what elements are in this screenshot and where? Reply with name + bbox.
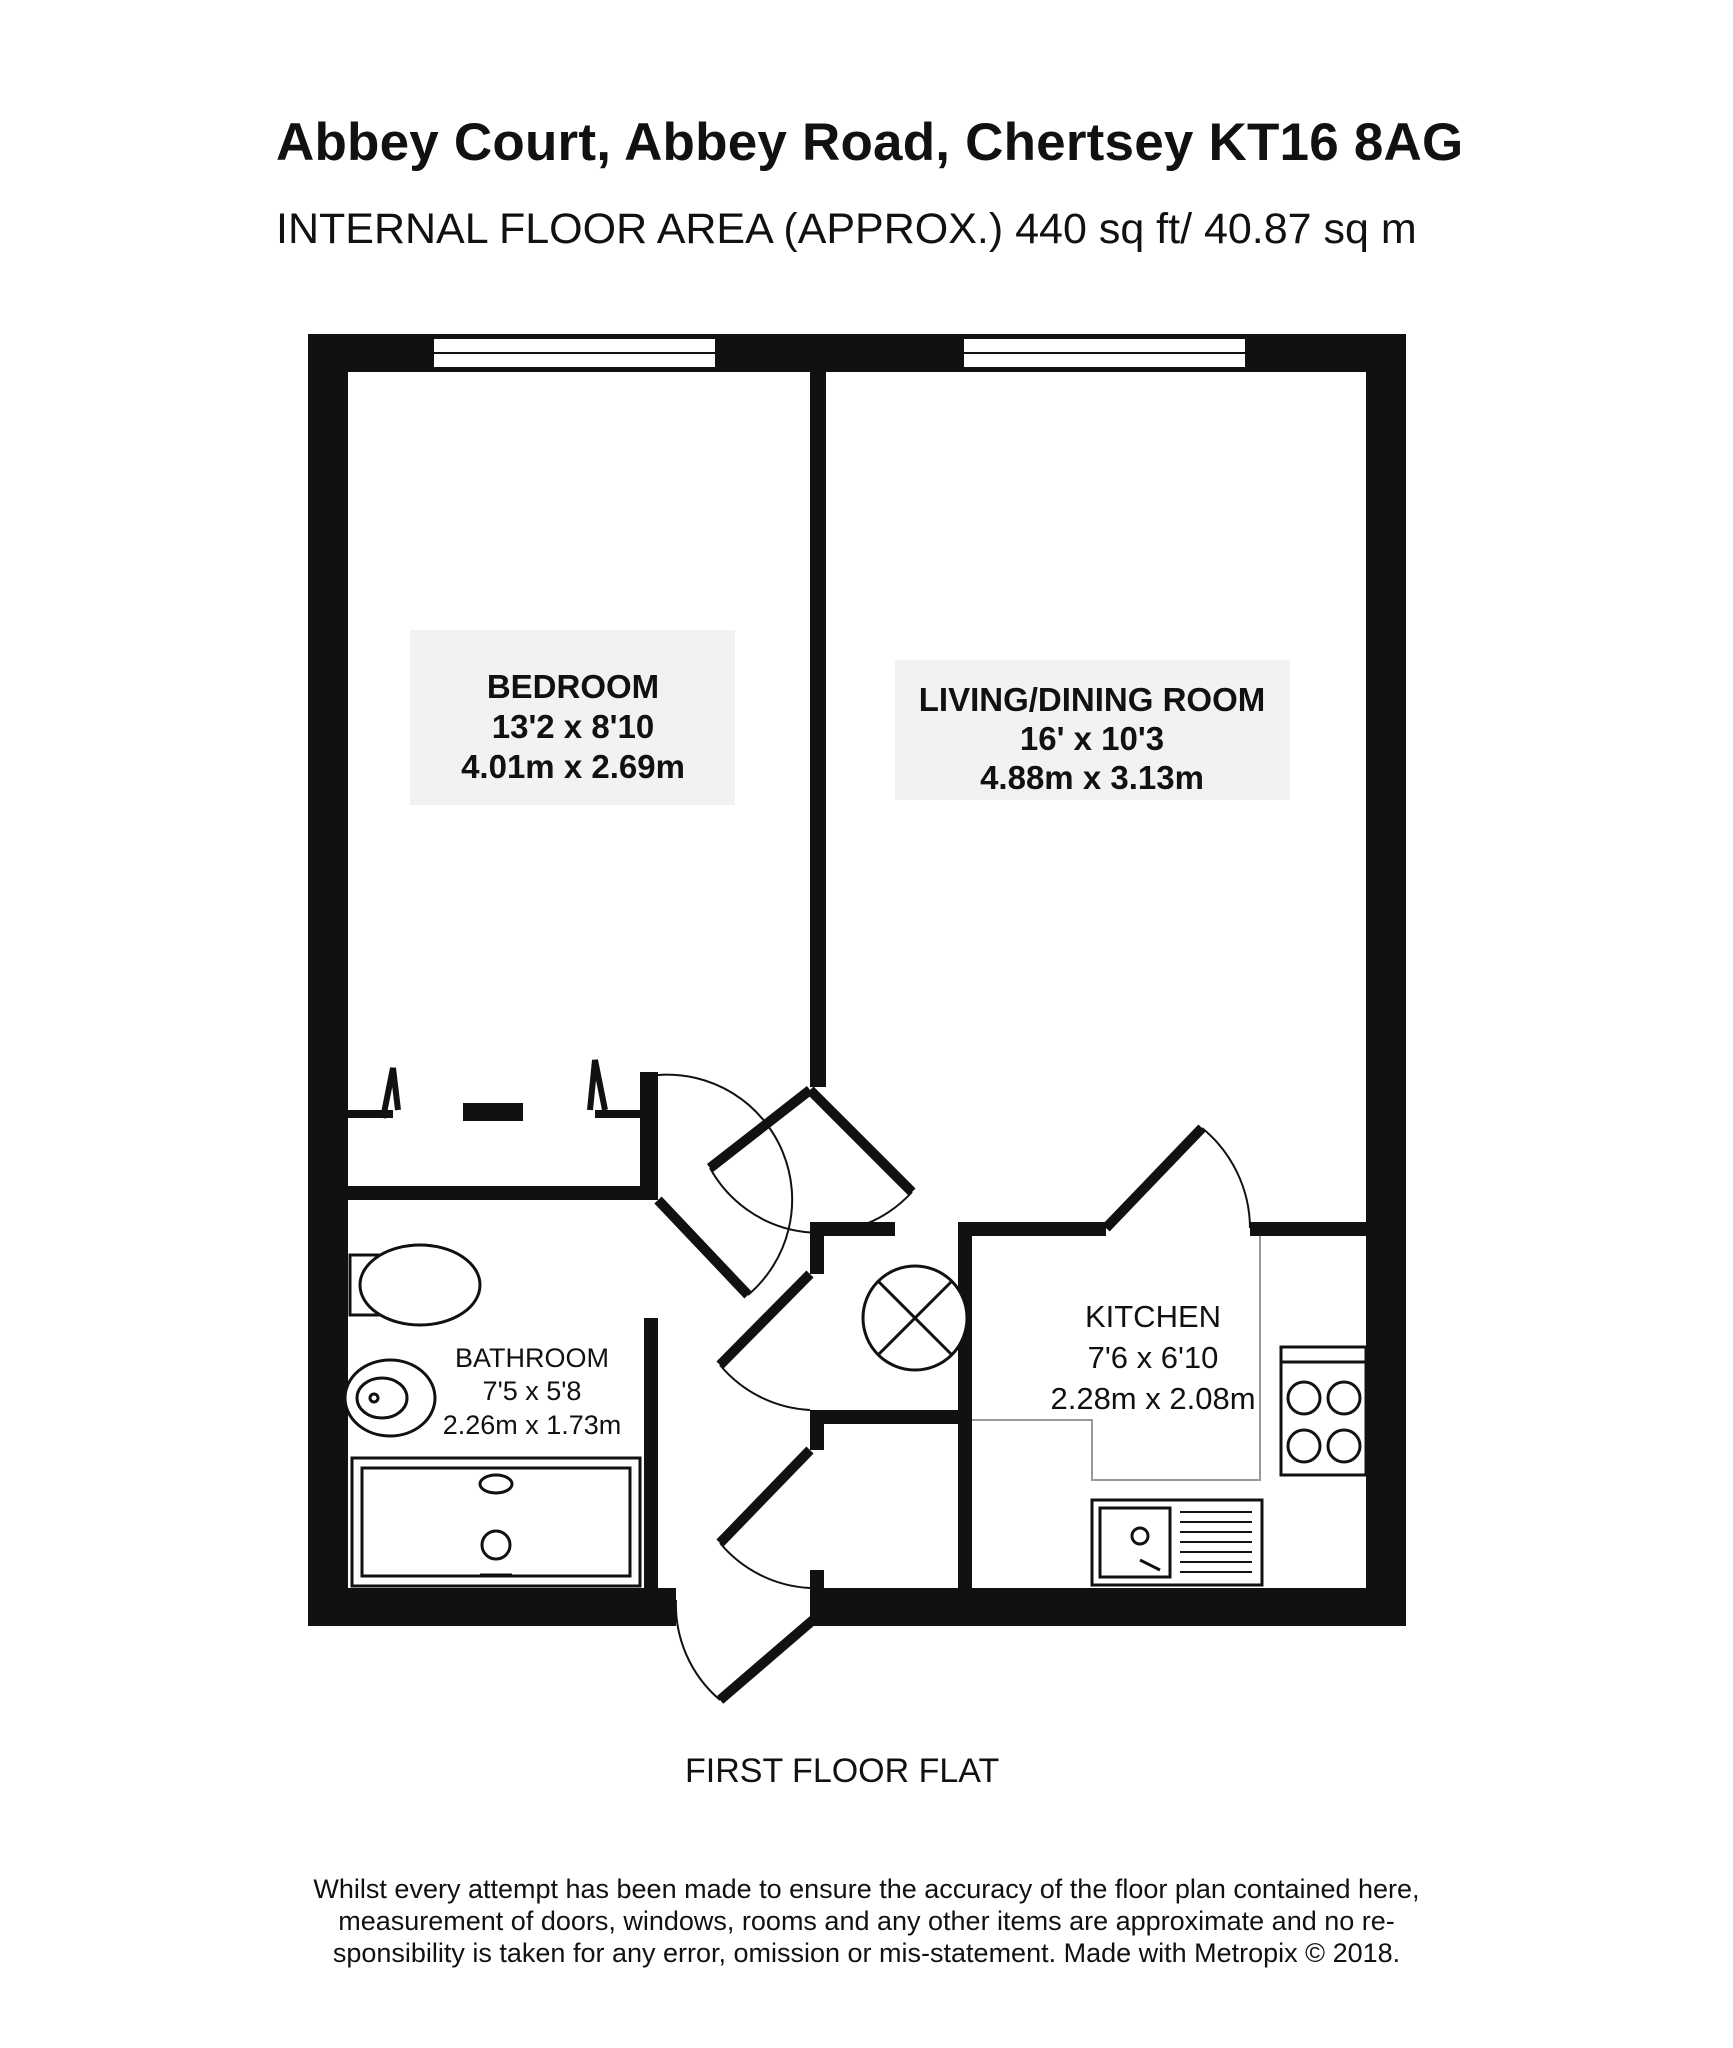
living-imperial: 16' x 10'3 (1019, 720, 1165, 757)
bath-right-wall (644, 1318, 658, 1588)
bedroom-metric: 4.01m x 2.69m (461, 748, 685, 785)
kitchen-imperial: 7'6 x 6'10 (1087, 1340, 1219, 1375)
bottom-wall-right (813, 1588, 1406, 1626)
cupboard-left-wall-bottom (810, 1410, 824, 1450)
cupboard-mid-wall (810, 1410, 972, 1424)
bathroom-label (443, 1343, 622, 1440)
wardrobe-wall-right (595, 1110, 640, 1118)
partition-wall (810, 372, 826, 1087)
bath-icon (352, 1458, 640, 1586)
bathroom-metric: 2.26m x 1.73m (442, 1410, 622, 1440)
living-metric: 4.88m x 3.13m (980, 759, 1204, 796)
bedroom-label (461, 668, 685, 785)
left-wall (308, 334, 348, 1626)
disclaimer (120, 1873, 1613, 1969)
boiler-icon (863, 1266, 967, 1370)
kitchen-top-wall-right (1250, 1222, 1366, 1236)
wardrobe-post (640, 1072, 658, 1192)
right-wall (1366, 334, 1406, 1626)
disclaimer-line: measurement of doors, windows, rooms and any other items are approximate and no re- (338, 1906, 1395, 1936)
wardrobe-wall-mid (463, 1103, 523, 1121)
bedroom-name: BEDROOM (486, 668, 660, 705)
kitchen-label (1050, 1299, 1255, 1416)
basin-icon (345, 1360, 435, 1436)
bottom-wall-left (308, 1588, 676, 1626)
cupboard-right-wall (958, 1222, 972, 1588)
kitchen-metric: 2.28m x 2.08m (1050, 1381, 1256, 1416)
disclaimer-line: sponsibility is taken for any error, omission or mis-statement. Made with Metropix © 2018. (332, 1938, 1401, 1968)
bath-top-wall (348, 1186, 658, 1200)
disclaimer-line: Whilst every attempt has been made to ensure the accuracy of the floor plan contained here, (313, 1874, 1420, 1904)
floor-area-subtitle: INTERNAL FLOOR AREA (APPROX.) 440 sq ft/ 40.87 sq m (276, 205, 1417, 253)
sink-icon (1092, 1500, 1262, 1585)
page-title: Abbey Court, Abbey Road, Chertsey KT16 8AG (276, 113, 1464, 172)
entrance-post (810, 1570, 824, 1626)
toilet-icon (350, 1245, 480, 1325)
kitchen-name: KITCHEN (1084, 1299, 1222, 1334)
floor-label: FIRST FLOOR FLAT (685, 1752, 1000, 1790)
bathroom-imperial: 7'5 x 5'8 (482, 1376, 582, 1406)
living-name: LIVING/DINING ROOM (918, 681, 1266, 718)
bedroom-imperial: 13'2 x 8'10 (491, 708, 655, 745)
kitchen-top-wall-left (958, 1222, 1106, 1236)
bathroom-name: BATHROOM (455, 1343, 609, 1373)
cupboard-left-wall-top (810, 1222, 824, 1274)
hob-icon (1281, 1347, 1366, 1475)
